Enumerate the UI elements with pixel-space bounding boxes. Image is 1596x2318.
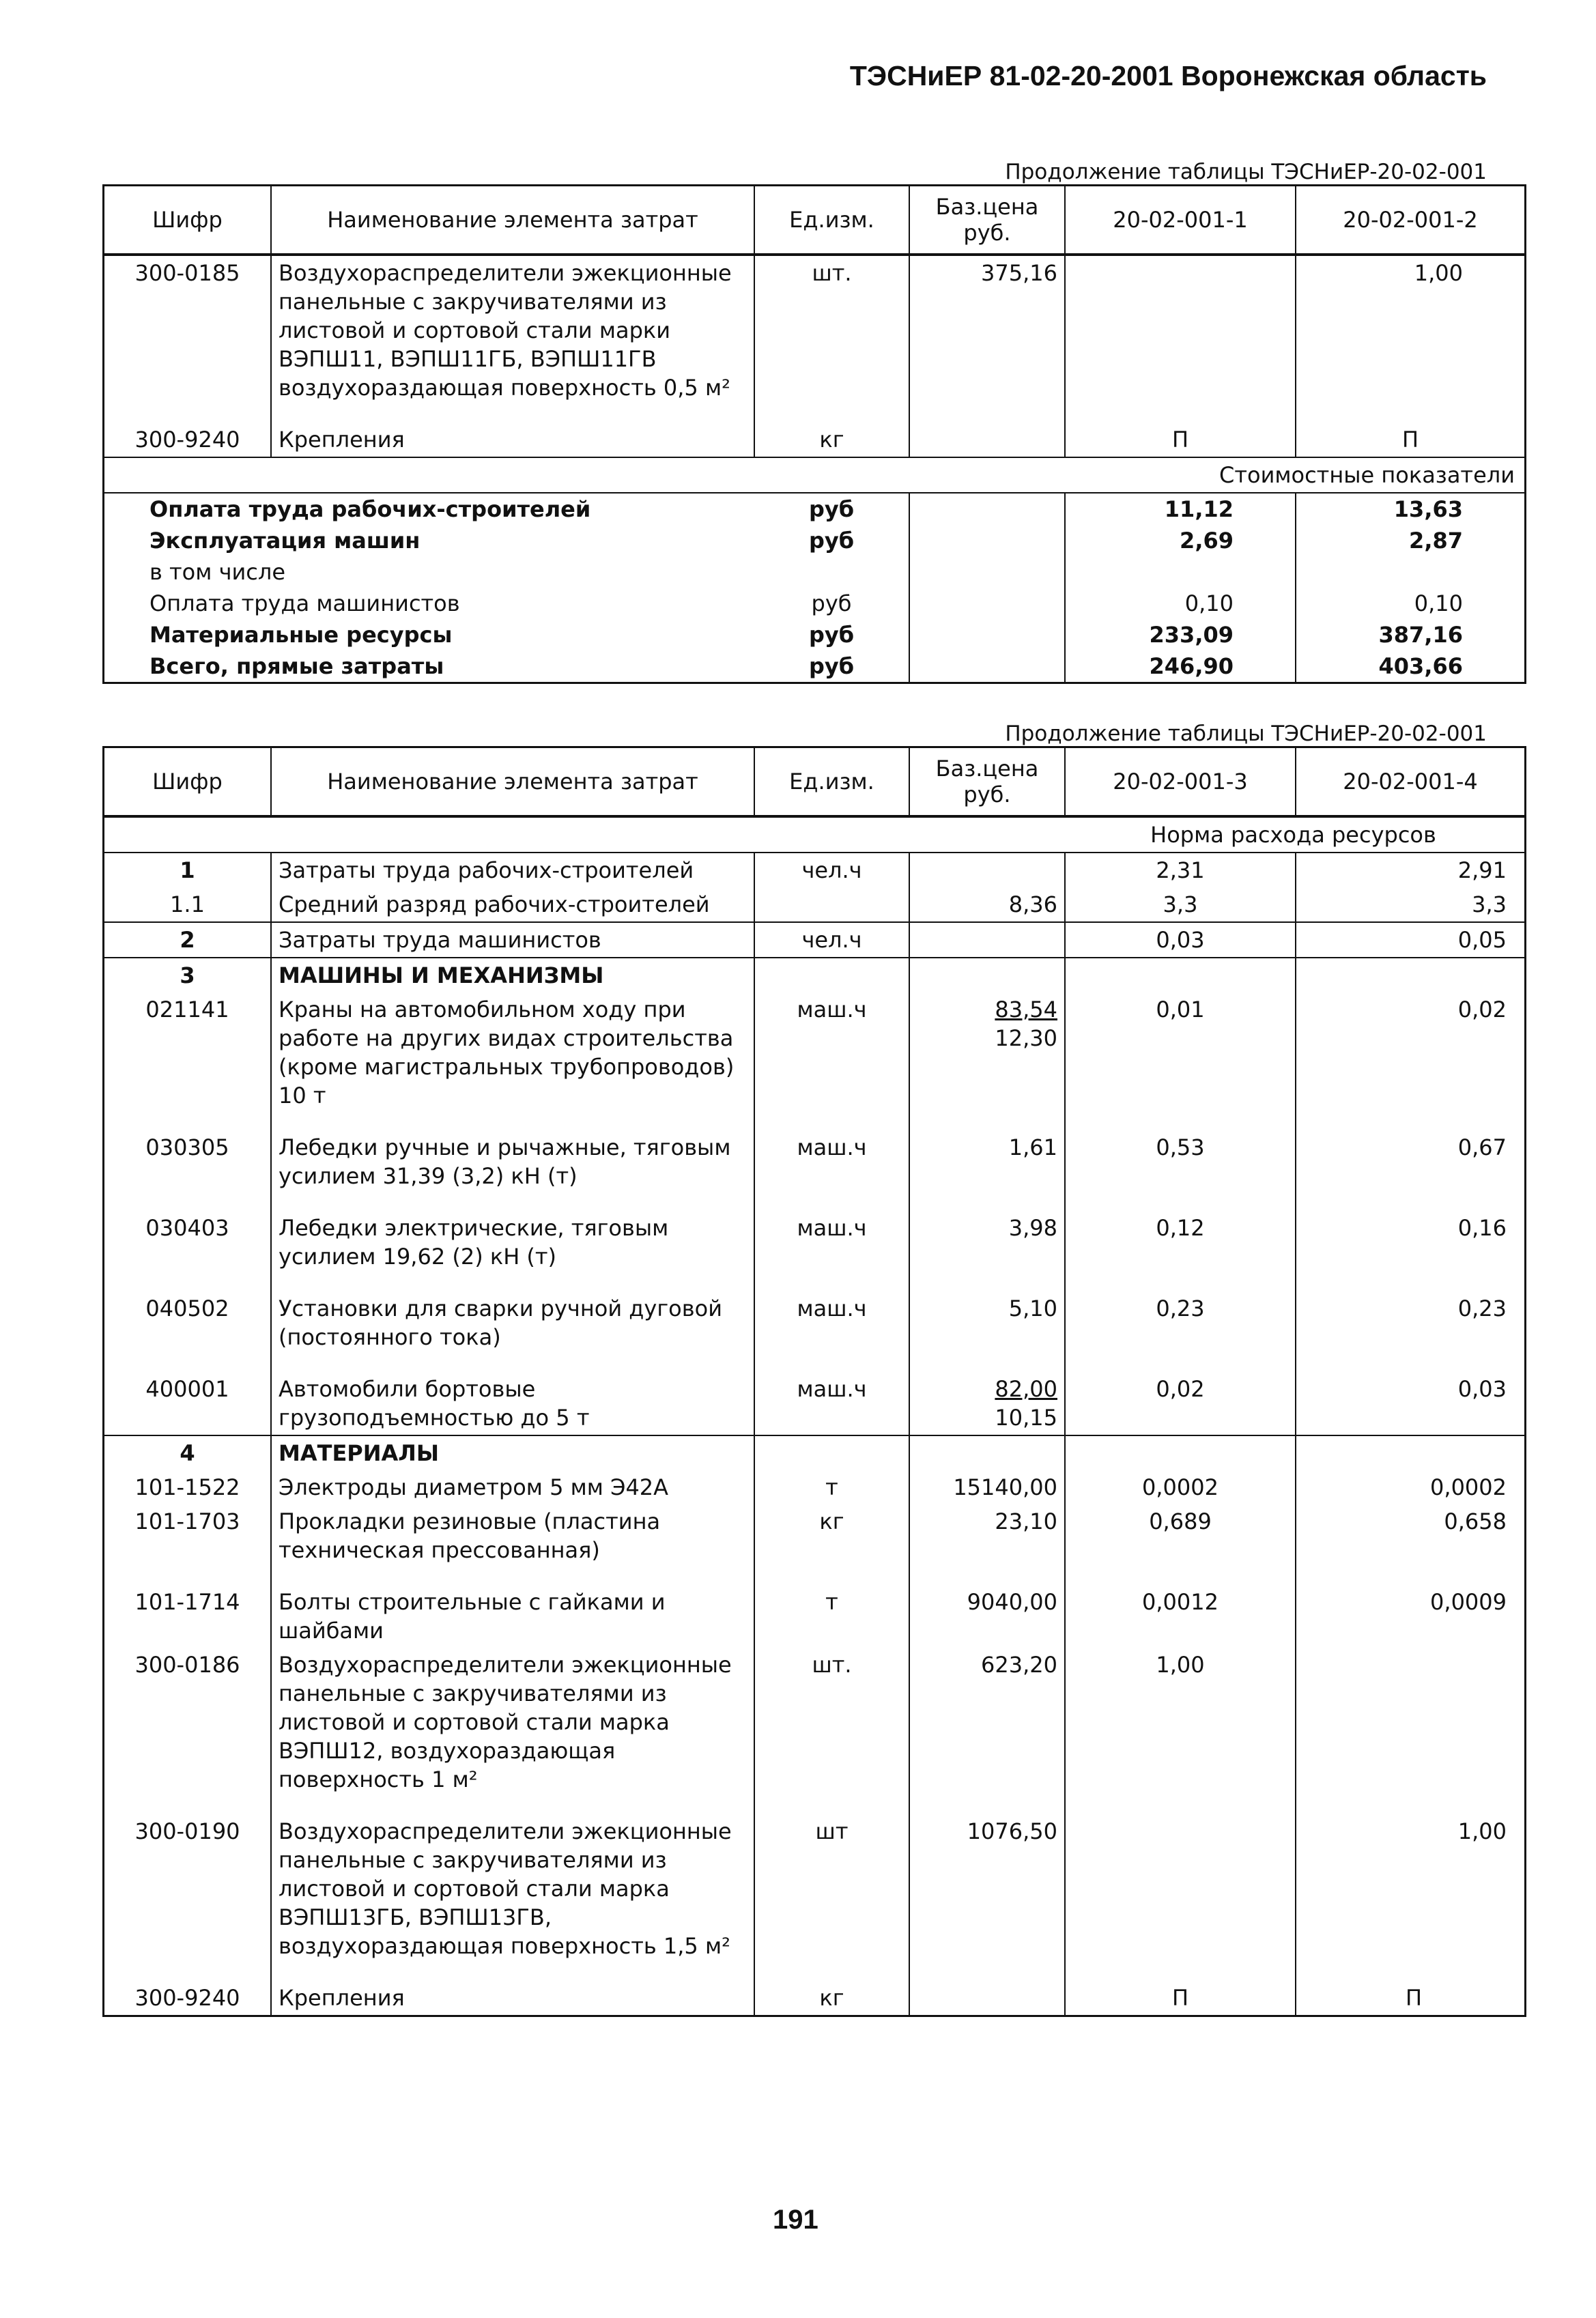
row-v2: П — [1296, 423, 1526, 457]
summary-price — [909, 650, 1065, 683]
row-unit: маш.ч — [754, 1291, 909, 1372]
col-header-v2: 20-02-001-4 — [1296, 747, 1526, 817]
table1-header-row — [104, 186, 1526, 255]
col-header-price: Баз.цена руб. — [909, 186, 1065, 255]
row-v1: 0,0012 — [1065, 1585, 1296, 1648]
table1 — [102, 184, 1526, 684]
row-name: Лебедки электрические, тяговым усилием 19,62 (2) кН (т) — [271, 1211, 754, 1291]
summary-row — [104, 525, 1526, 556]
row-name: Краны на автомобильном ходу при работе на других видах строительства (кроме магистральных трубопроводов) 10 т — [271, 992, 754, 1130]
row-name: Затраты труда машинистов — [271, 922, 754, 958]
row-price-value: 82,00 — [995, 1376, 1057, 1402]
summary-unit — [754, 556, 909, 588]
row-code: 300-9240 — [104, 423, 272, 457]
col-header-unit: Ед.изм. — [754, 186, 909, 255]
row-unit — [754, 887, 909, 922]
row-name: Воздухораспределители эжекционные панельные с закручивателями из листовой и сортовой стали марка ВЭПШ12, воздухораздающая поверхность 1 м² — [271, 1648, 754, 1814]
table-row — [104, 1291, 1526, 1372]
table-row — [104, 1648, 1526, 1814]
row-unit: кг — [754, 423, 909, 457]
table-row — [104, 423, 1526, 457]
summary-unit: руб — [754, 619, 909, 650]
table-row — [104, 1504, 1526, 1585]
row-name: Затраты труда рабочих-строителей — [271, 853, 754, 887]
row-code: 1.1 — [104, 887, 272, 922]
summary-row — [104, 556, 1526, 588]
section-spacer — [104, 816, 1066, 853]
col-header-name: Наименование элемента затрат — [271, 747, 754, 817]
row-unit: маш.ч — [754, 1130, 909, 1211]
summary-v1: 233,09 — [1065, 619, 1296, 650]
row-unit: шт. — [754, 1648, 909, 1814]
row-price-value: 23,10 — [995, 1508, 1057, 1534]
row-price-value: 8,36 — [1008, 891, 1057, 917]
row-v1: 0,0002 — [1065, 1470, 1296, 1504]
row-v2: 0,67 — [1296, 1130, 1526, 1211]
row-code: 400001 — [104, 1372, 272, 1435]
row-code: 021141 — [104, 992, 272, 1130]
summary-v2: 403,66 — [1378, 653, 1463, 679]
summary-row — [104, 650, 1526, 683]
summary-label: Оплата труда рабочих-строителей — [149, 496, 591, 522]
row-unit — [754, 958, 909, 992]
summary-v2: 2,87 — [1409, 528, 1463, 554]
col-header-v1: 20-02-001-1 — [1065, 186, 1296, 255]
row-unit: т — [754, 1470, 909, 1504]
row-unit: маш.ч — [754, 1372, 909, 1435]
row-price — [909, 1504, 1065, 1585]
table-row — [104, 1211, 1526, 1291]
row-price — [909, 1291, 1065, 1372]
row-v2: 0,23 — [1296, 1291, 1526, 1372]
col-header-name: Наименование элемента затрат — [271, 186, 754, 255]
row-price-value: 9040,00 — [967, 1589, 1057, 1615]
row-unit: чел.ч — [754, 853, 909, 887]
row-unit: шт — [754, 1814, 909, 1981]
row-unit: кг — [754, 1504, 909, 1585]
row-v2 — [1296, 958, 1526, 992]
row-unit — [754, 1435, 909, 1470]
summary-price — [909, 556, 1065, 588]
row-price-value: 15140,00 — [953, 1474, 1057, 1500]
col-header-v2: 20-02-001-2 — [1296, 186, 1526, 255]
row-code: 030305 — [104, 1130, 272, 1211]
row-unit: чел.ч — [754, 922, 909, 958]
row-code: 1 — [104, 853, 272, 887]
table-row — [104, 887, 1526, 922]
row-v2: 0,03 — [1296, 1372, 1526, 1435]
row-price — [909, 958, 1065, 992]
row-v1: П — [1065, 1981, 1296, 2016]
section-row — [104, 816, 1526, 853]
summary-unit: руб — [754, 493, 909, 525]
row-v2: 0,02 — [1296, 992, 1526, 1130]
row-v1 — [1065, 1435, 1296, 1470]
row-price: 375,16 — [909, 255, 1065, 423]
table-row — [104, 922, 1526, 958]
row-price-value: 5,10 — [1008, 1296, 1057, 1321]
row-name: Воздухораспределители эжекционные панельные с закручивателями из листовой и сортовой стали марки ВЭПШ11, ВЭПШ11ГБ, ВЭПШ11ГВ воздухораздающая поверхность 0,5 м² — [271, 255, 754, 423]
page-number: 191 — [773, 2205, 818, 2235]
col-header-unit: Ед.изм. — [754, 747, 909, 817]
row-price — [909, 1585, 1065, 1648]
row-name: Установки для сварки ручной дуговой (постоянного тока) — [271, 1291, 754, 1372]
table-row — [104, 1435, 1526, 1470]
row-name: Средний разряд рабочих-строителей — [271, 887, 754, 922]
table-row — [104, 958, 1526, 992]
row-v1: 1,00 — [1065, 1648, 1296, 1814]
row-unit: маш.ч — [754, 992, 909, 1130]
col-header-price: Баз.цена руб. — [909, 747, 1065, 817]
table-row — [104, 992, 1526, 1130]
table1-caption: Продолжение таблицы ТЭСНиЕР-20-02-001 — [1005, 160, 1487, 184]
row-code: 040502 — [104, 1291, 272, 1372]
row-name: Воздухораспределители эжекционные панельные с закручивателями из листовой и сортовой стали марка ВЭПШ13ГБ, ВЭПШ13ГВ, воздухораздающая поверхность 1,5 м² — [271, 1814, 754, 1981]
row-code: 300-0186 — [104, 1648, 272, 1814]
summary-unit: руб — [754, 525, 909, 556]
row-price-wage: 12,30 — [995, 1025, 1057, 1051]
summary-unit: руб — [754, 588, 909, 619]
row-code: 030403 — [104, 1211, 272, 1291]
row-v1: 0,53 — [1065, 1130, 1296, 1211]
summary-price — [909, 493, 1065, 525]
row-v1: 0,03 — [1065, 922, 1296, 958]
section-label: Стоимостные показатели — [104, 457, 1526, 493]
row-v2: П — [1296, 1981, 1526, 2016]
row-v1: 0,02 — [1065, 1372, 1296, 1435]
section-label: Норма расхода ресурсов — [1065, 816, 1526, 853]
row-v1: 2,31 — [1065, 853, 1296, 887]
summary-label: в том числе — [149, 559, 285, 585]
row-v2: 0,658 — [1296, 1504, 1526, 1585]
row-unit: маш.ч — [754, 1211, 909, 1291]
table2 — [102, 746, 1526, 2017]
table-row — [104, 1585, 1526, 1648]
row-price — [909, 1648, 1065, 1814]
table-row — [104, 255, 1526, 423]
row-name: Болты строительные с гайками и шайбами — [271, 1585, 754, 1648]
row-v1 — [1065, 958, 1296, 992]
summary-label: Всего, прямые затраты — [149, 653, 444, 679]
summary-price — [909, 619, 1065, 650]
row-name: Крепления — [271, 1981, 754, 2016]
row-price — [909, 1372, 1065, 1435]
row-name: Электроды диаметром 5 мм Э42А — [271, 1470, 754, 1504]
row-v2: 0,0009 — [1296, 1585, 1526, 1648]
row-unit: кг — [754, 1981, 909, 2016]
summary-label: Материальные ресурсы — [149, 622, 453, 648]
row-v1 — [1065, 1814, 1296, 1981]
summary-row — [104, 619, 1526, 650]
row-code: 300-0185 — [104, 255, 272, 423]
row-price-value: 83,54 — [995, 997, 1057, 1022]
row-unit: т — [754, 1585, 909, 1648]
col-header-code: Шифр — [104, 747, 272, 817]
table2-header-row — [104, 747, 1526, 817]
row-price — [909, 1981, 1065, 2016]
row-price — [909, 887, 1065, 922]
row-v2 — [1296, 1648, 1526, 1814]
row-price-value: 1,61 — [1008, 1134, 1057, 1160]
row-code: 300-9240 — [104, 1981, 272, 2016]
table2-caption: Продолжение таблицы ТЭСНиЕР-20-02-001 — [1005, 721, 1487, 746]
row-price — [909, 1435, 1065, 1470]
row-price-value: 3,98 — [1008, 1215, 1057, 1241]
row-v2: 0,0002 — [1296, 1470, 1526, 1504]
row-price — [909, 922, 1065, 958]
row-name: Автомобили бортовые грузоподъемностью до 5 т — [271, 1372, 754, 1435]
row-v1 — [1065, 255, 1296, 423]
summary-row — [104, 493, 1526, 525]
row-v2: 0,16 — [1296, 1211, 1526, 1291]
col-header-code: Шифр — [104, 186, 272, 255]
row-price — [909, 1130, 1065, 1211]
col-header-v1: 20-02-001-3 — [1065, 747, 1296, 817]
row-price — [909, 1470, 1065, 1504]
table-row — [104, 1814, 1526, 1981]
summary-v2: 0,10 — [1414, 590, 1463, 616]
row-price-wage: 10,15 — [995, 1405, 1057, 1431]
table-row — [104, 1981, 1526, 2016]
summary-price — [909, 588, 1065, 619]
row-code: 101-1703 — [104, 1504, 272, 1585]
summary-row — [104, 588, 1526, 619]
row-v2: 1,00 — [1296, 255, 1526, 423]
row-v1: 0,689 — [1065, 1504, 1296, 1585]
row-price-value: 623,20 — [981, 1652, 1057, 1678]
row-v2 — [1296, 1435, 1526, 1470]
row-code: 2 — [104, 922, 272, 958]
row-code: 4 — [104, 1435, 272, 1470]
row-v1: 0,01 — [1065, 992, 1296, 1130]
row-unit: шт. — [754, 255, 909, 423]
row-v2: 3,3 — [1296, 887, 1526, 922]
row-price-value: 1076,50 — [967, 1818, 1057, 1844]
row-price — [909, 853, 1065, 887]
table-row — [104, 853, 1526, 887]
row-name: Крепления — [271, 423, 754, 457]
summary-v1: 11,12 — [1065, 493, 1296, 525]
summary-v2: 387,16 — [1378, 622, 1463, 648]
summary-label: Оплата труда машинистов — [149, 590, 460, 616]
summary-v1: 0,10 — [1065, 588, 1296, 619]
document-title: ТЭСНиЕР 81-02-20-2001 Воронежская область — [849, 60, 1487, 91]
summary-label: Эксплуатация машин — [149, 528, 421, 554]
row-price — [909, 1211, 1065, 1291]
table-row — [104, 1372, 1526, 1435]
table-row — [104, 1470, 1526, 1504]
row-v1: 3,3 — [1065, 887, 1296, 922]
row-v2: 2,91 — [1296, 853, 1526, 887]
row-price — [909, 423, 1065, 457]
row-price — [909, 992, 1065, 1130]
row-v1: 0,12 — [1065, 1211, 1296, 1291]
row-v2: 1,00 — [1296, 1814, 1526, 1981]
row-code: 3 — [104, 958, 272, 992]
table-row — [104, 1130, 1526, 1211]
row-code: 101-1714 — [104, 1585, 272, 1648]
row-code: 300-0190 — [104, 1814, 272, 1981]
summary-v2: 13,63 — [1393, 496, 1463, 522]
row-price — [909, 1814, 1065, 1981]
summary-v1: 246,90 — [1065, 650, 1296, 683]
row-v2: 0,05 — [1296, 922, 1526, 958]
summary-price — [909, 525, 1065, 556]
row-name: Прокладки резиновые (пластина техническая прессованная) — [271, 1504, 754, 1585]
row-name: МАТЕРИАЛЫ — [271, 1435, 754, 1470]
summary-v1: 2,69 — [1065, 525, 1296, 556]
summary-v1 — [1065, 556, 1296, 588]
summary-unit: руб — [754, 650, 909, 683]
row-name: МАШИНЫ И МЕХАНИЗМЫ — [271, 958, 754, 992]
row-v1: 0,23 — [1065, 1291, 1296, 1372]
summary-v2 — [1296, 556, 1526, 588]
row-code: 101-1522 — [104, 1470, 272, 1504]
row-v1: П — [1065, 423, 1296, 457]
section-row — [104, 457, 1526, 493]
row-name: Лебедки ручные и рычажные, тяговым усилием 31,39 (3,2) кН (т) — [271, 1130, 754, 1211]
